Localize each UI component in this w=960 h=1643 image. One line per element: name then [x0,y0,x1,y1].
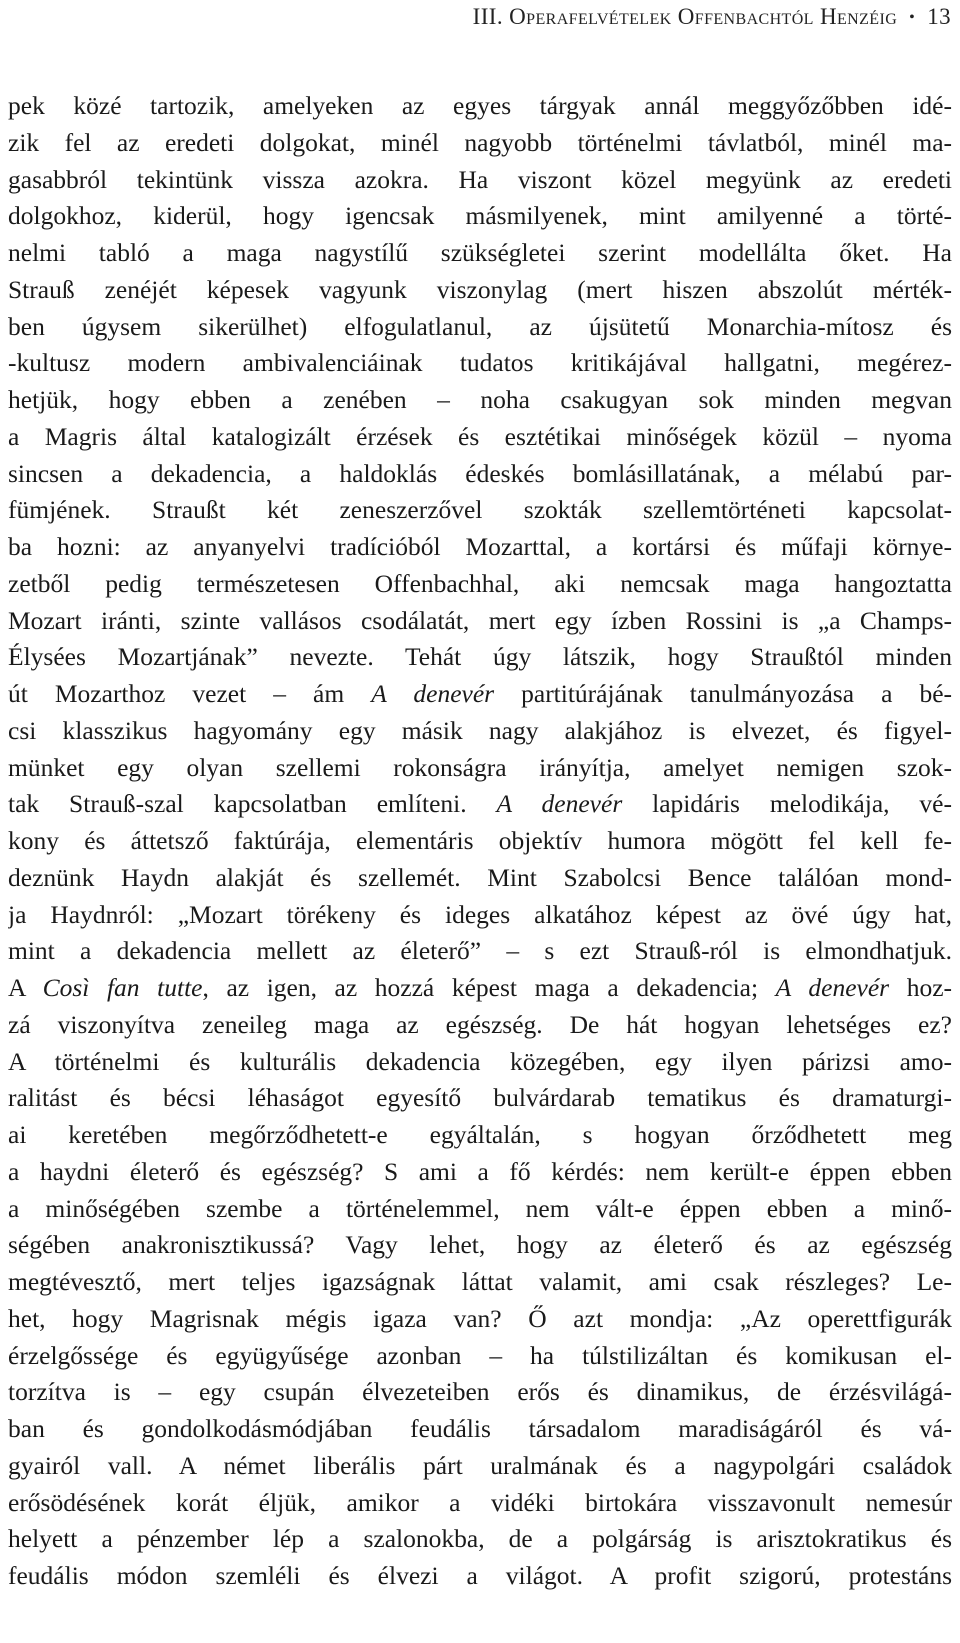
text-line [8,676,952,713]
text-line [8,88,952,125]
text-run: A [8,973,43,1002]
text-run: tak Strauß-szal kapcsolatban említeni. [8,789,497,819]
text-run: ba hozni: az anyanyelvi tradícióból Mozarttal, a kortársi és műfaji környe- [8,532,952,561]
text-line [8,970,952,1007]
text-run: pek közé tartozik, amelyeken az egyes tárgyak annál meggyőzőbben idé- [8,91,952,120]
body-text [8,88,952,1595]
text-run: kony és áttetsző faktúrája, elementáris objektív humora mögött fel kell fe- [8,826,952,855]
text-line [8,456,952,493]
text-run: csi klasszikus hagyomány egy másik nagy alakjához is elvezet, és figyel- [8,715,952,745]
text-line [8,713,952,750]
text-run: ben úgysem sikerülhet) elfogulatlanul, az újsütetű Monarchia-mítosz és [8,311,952,341]
text-run: ai keretében megőrződhetett-e egyáltalán, s hogyan őrződhetett meg [8,1120,952,1149]
text-line [8,529,952,566]
text-run: het, hogy Magrisnak mégis igaza van? Ő azt mondja: „Az operettfigurák [8,1303,952,1333]
italic-title: A denevér [371,679,495,708]
text-line [8,1485,952,1522]
text-run: -kultusz modern ambivalenciáinak tudatos kritikájával hallgatni, megérez- [8,348,952,378]
text-line [8,1301,952,1338]
text-run: a haydni életerő és egészség? S ami a fő kérdés: nem került-e éppen ebben [8,1156,952,1186]
chapter-title: III. Operafelvételek Offenbachtól Henzéig [472,4,898,29]
text-line [8,162,952,199]
text-run: a Magris által katalogizált érzések és esztétikai minőségek közül – nyoma [8,421,952,451]
text-line [8,1448,952,1485]
text-run: megtévesztő, mert teljes igazságnak láttat valamit, ami csak részleges? Le- [8,1267,952,1296]
text-run: torzítva is – egy csupán élvezeteiben erős és dinamikus, de érzésvilágá- [8,1377,952,1407]
text-run: deznünk Haydn alakját és szellemét. Mint Szabolcsi Bence találóan mond- [8,862,952,892]
text-run: ralitást és bécsi léhaságot egyesítő bulvárdarab tematikus és dramaturgi- [8,1083,952,1113]
text-run: gasabbról tekintünk vissza azokra. Ha viszont közel megyünk az eredeti [8,164,952,194]
text-run: ségében anakronisztikussá? Vagy lehet, hogy az életerő és az egészség [8,1230,952,1260]
text-line [8,1411,952,1448]
text-line [8,1191,952,1228]
text-run: ja Haydnról: „Mozart törékeny és ideges alkatához képest az övé úgy hat, [8,899,952,929]
text-run: fümjének. Straußt két zeneszerzővel szokták szellemtörténeti kapcsolat- [8,495,952,525]
text-run: nelmi tabló a maga nagystílű szükségletei szerint modellálta őket. Ha [8,238,952,267]
text-run: érzelgőssége és együgyűsége azonban – ha túlstilizáltan és komikusan el- [8,1340,952,1370]
text-run: gyairól vall. A német liberális párt uralmának és a nagypolgári családok [8,1450,952,1480]
text-run: a minőségében szembe a történelemmel, nem vált-e éppen ebben a minő- [8,1193,952,1223]
text-run: Mozart iránti, szinte vallásos csodálatát, mert egy ízben Rossini is „a Champs- [8,605,952,635]
text-line [8,860,952,897]
text-line [8,897,952,934]
text-line [8,639,952,676]
text-run: , az igen, az hozzá képest maga a dekadencia; [202,973,776,1002]
text-run: münket egy olyan szellemi rokonságra irányítja, amelyet nemigen szok- [8,752,952,782]
text-line [8,1264,952,1301]
text-run: lapidáris melodikája, vé- [622,789,952,819]
text-run: hoz- [889,973,952,1002]
text-run: feudális módon szemléli és élvezi a világot. A profit szigorú, protestáns [8,1561,952,1590]
text-line [8,933,952,970]
text-line [8,1227,952,1264]
text-run: partitúrájának tanulmányozása a bé- [494,679,952,708]
text-line [8,1154,952,1191]
text-run: mint a dekadencia mellett az életerő” – s ezt Strauß-ról is elmondhatjuk. [8,936,952,966]
text-run: sincsen a dekadencia, a haldoklás édeskés bomlásillatának, a mélabú par- [8,458,952,488]
text-line [8,823,952,860]
text-line [8,309,952,346]
italic-title: A denevér [775,973,890,1002]
text-line [8,419,952,456]
text-line [8,603,952,640]
header-bullet: • [909,9,916,26]
text-run: zetből pedig természetesen Offenbachhal, aki nemcsak maga hangoztatta [8,568,952,598]
text-run: hetjük, hogy ebben a zenében – noha csakugyan sok minden megvan [8,385,952,414]
text-run: út Mozarthoz vezet – ám [8,679,372,708]
text-line [8,1007,952,1044]
text-line [8,1117,952,1154]
text-line [8,786,952,823]
text-run: ban és gondolkodásmódjában feudális társadalom maradiságáról és vá- [8,1414,952,1443]
text-run: helyett a pénzember lép a szalonokba, de a polgárság is arisztokratikus és [8,1524,952,1554]
text-run: A történelmi és kulturális dekadencia közegében, egy ilyen párizsi amo- [8,1046,952,1076]
text-line [8,345,952,382]
text-line [8,382,952,419]
text-run: zik fel az eredeti dolgokat, minél nagyobb történelmi távlatból, minél ma- [8,127,952,157]
text-line [8,1080,952,1117]
text-run: dolgokhoz, kiderül, hogy igencsak másmilyenek, mint amilyenné a törté- [8,201,952,231]
text-line [8,1521,952,1558]
text-line [8,125,952,162]
text-line [8,272,952,309]
italic-title: Così fan tutte [42,973,203,1002]
page-number: 13 [927,4,951,29]
text-line [8,1044,952,1081]
text-line [8,1374,952,1411]
text-line [8,566,952,603]
running-header [0,2,951,33]
text-run: Strauß zenéjét képesek vagyunk viszonylag (mert hiszen abszolút mérték- [8,274,952,304]
text-line [8,1338,952,1375]
italic-title: A denevér [496,789,623,819]
text-run: Élysées Mozartjának” nevezte. Tehát úgy látszik, hogy Straußtól minden [8,642,952,672]
text-line [8,750,952,787]
text-run: erősödésének korát éljük, amikor a vidéki birtokára visszavonult nemesúr [8,1487,952,1517]
text-run: zá viszonyítva zeneileg maga az egészség. De hát hogyan lehetséges ez? [8,1009,952,1039]
text-line [8,492,952,529]
text-line [8,198,952,235]
text-line [8,235,952,272]
text-line [8,1558,952,1595]
